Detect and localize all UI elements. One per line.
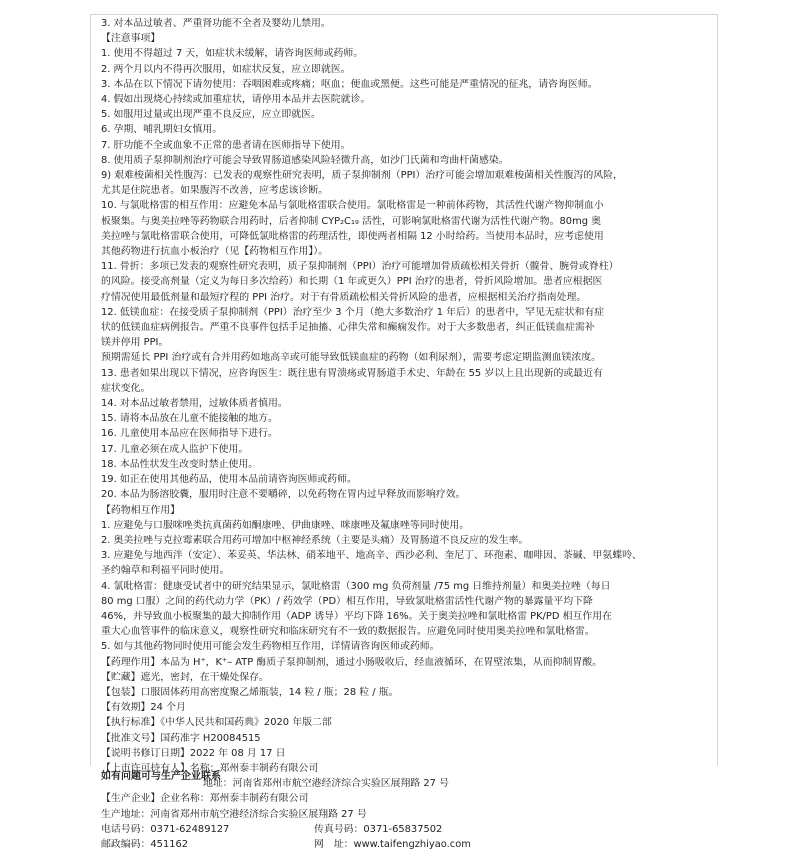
section-precautions-heading: 【注意事项】 [101, 33, 161, 45]
manufacturer: 【生产企业】企业名称：郑州泰丰制药有限公司 [101, 793, 309, 805]
precaution-10: 10. 与氯吡格雷的相互作用：应避免本品与氯吡格雷联合使用。氯吡格雷是一种前体药物，其活性代谢产物抑制血小 [101, 200, 604, 212]
contraindication-3: 3. 对本品过敏者、严重肾功能不全者及婴幼儿禁用。 [101, 18, 331, 29]
precaution-2: 2. 两个月以内不得再次服用，如症状反复，应立即就医。 [101, 63, 351, 75]
revision-date: 【说明书修订日期】2022 年 08 月 17 日 [101, 747, 286, 759]
manufacturer-address: 生产地址：河南省郑州市航空港经济综合实验区展翔路 27 号 [101, 808, 367, 820]
precaution-7: 7. 肝功能不全或血象不正常的患者请在医师指导下使用。 [101, 139, 351, 151]
precaution-12-cont-2: 镁并停用 PPI。 [101, 337, 169, 349]
website: 网 址：www.taifengzhiyao.com [314, 838, 471, 850]
license-holder: 【上市许可持有人】名称：郑州泰丰制药有限公司 [101, 762, 319, 774]
interaction-4-cont-2: 46%，并导致血小板聚集的最大抑制作用（ADP 诱导）平均下降 16%。关于奥美拉唑和氯吡格雷 PK/PD 相互作用在 [101, 610, 612, 622]
precaution-12-cont-1: 状的低镁血症病例报告。严重不良事件包括手足抽搐、心律失常和癫痫发作。对于大多数患者，纠正低镁血症需补 [101, 322, 595, 334]
interaction-4-cont-3: 重大心血管事件的临床意义，观察性研究和临床研究有不一致的数据报告。应避免同时使用奥美拉唑和氯吡格雷。 [101, 626, 595, 638]
interaction-4-cont-1: 80 mg 口服）之间的药代动力学（PK）/ 药效学（PD）相互作用，导致氯吡格雷活性代谢产物的暴露量平均下降 [101, 595, 593, 607]
section-interactions-heading: 【药物相互作用】 [101, 504, 181, 516]
precaution-16: 16. 儿童使用本品应在医师指导下进行。 [101, 428, 278, 440]
precaution-13: 13. 患者如果出现以下情况，应咨询医生：既往患有胃溃疡或胃肠道手术史、年龄在 55 岁以上且出现新的或最近有 [101, 367, 603, 379]
fax-number: 传真号码：0371-65837502 [314, 823, 443, 835]
interaction-1: 1. 应避免与口服咪唑类抗真菌药如酮康唑、伊曲康唑、咪康唑及氟康唑等同时使用。 [101, 519, 470, 531]
precaution-14: 14. 对本品过敏者禁用，过敏体质者慎用。 [101, 398, 288, 410]
precaution-8: 8. 使用质子泵抑制剂治疗可能会导致胃肠道感染风险轻微升高，如沙门氏菌和弯曲杆菌感染。 [101, 154, 509, 166]
precaution-10-cont-3: 其他药物进行抗血小板治疗（见【药物相互作用】）。 [101, 246, 329, 258]
precaution-20: 20. 本品为肠溶胶囊，服用时注意不要嚼碎，以免药物在胃内过早释放而影响疗效。 [101, 489, 466, 501]
precaution-15: 15. 请将本品放在儿童不能接触的地方。 [101, 413, 278, 425]
precaution-13-cont: 症状变化。 [101, 382, 151, 394]
precaution-18: 18. 本品性状发生改变时禁止使用。 [101, 458, 259, 470]
precaution-6: 6. 孕期、哺乳期妇女慎用。 [101, 124, 223, 136]
phone-number: 电话号码：0371-62489127 [101, 823, 230, 835]
footer-contact-note: 如有问题可与生产企业联系 [101, 771, 221, 782]
standard: 【执行标准】《中华人民共和国药典》2020 年版二部 [101, 717, 332, 729]
precaution-11: 11. 骨折：多项已发表的观察性研究表明，质子泵抑制剂（PPI）治疗可能增加骨质疏松相关骨折（髋骨、腕骨或脊柱） [101, 261, 619, 273]
interaction-3-cont: 圣约翰草和利福平同时使用。 [101, 565, 230, 577]
precaution-4: 4. 假如出现烧心持续或加重症状，请停用本品并去医院就诊。 [101, 94, 371, 106]
license-holder-address: 地址：河南省郑州市航空港经济综合实验区展翔路 27 号 [203, 778, 449, 790]
pharmacology: 【药理作用】本品为 H⁺，K⁺– ATP 酶质子泵抑制剂，通过小肠吸收后，经血液循环，在胃壁浓集，从而抑制胃酸。 [101, 656, 603, 668]
precaution-17: 17. 儿童必须在成人监护下使用。 [101, 443, 249, 455]
precaution-1: 1. 使用不得超过 7 天，如症状未缓解，请咨询医师或药师。 [101, 48, 364, 60]
contact-row-1 [101, 822, 711, 837]
packaging: 【包装】口服固体药用高密度聚乙烯瓶装，14 粒 / 瓶；28 粒 / 瓶。 [101, 686, 399, 698]
interaction-5: 5. 如与其他药物同时使用可能会发生药物相互作用，详情请咨询医师或药师。 [101, 641, 440, 653]
precaution-9: 9) 艰难梭菌相关性腹泻：已发表的观察性研究表明，质子泵抑制剂（PPI）治疗可能会增加艰难梭菌相关性腹泻的风险， [101, 170, 623, 182]
shelf-life: 【有效期】24 个月 [101, 702, 186, 714]
precaution-19: 19. 如正在使用其他药品，使用本品前请咨询医师或药师。 [101, 474, 357, 486]
precaution-5: 5. 如服用过量或出现严重不良反应，应立即就医。 [101, 109, 321, 121]
precaution-3: 3. 本品在以下情况下请勿使用：吞咽困难或疼痛；呕血；便血或黑便。这些可能是严重情况的征兆，请咨询医师。 [101, 78, 598, 90]
precaution-12-cont-3: 预期需延长 PPI 治疗或有合并用药如地高辛或可能导致低镁血症的药物（如利尿剂），需要考虑定期监测血镁浓度。 [101, 352, 602, 364]
interaction-3: 3. 应避免与地西泮（安定）、苯妥英、华法林、硝苯地平、地高辛、西沙必利、奎尼丁、环孢素、咖啡因、茶碱、甲氨蝶呤、 [101, 550, 642, 562]
storage: 【贮藏】遮光，密封，在干燥处保存。 [101, 671, 269, 683]
postal-code: 邮政编码：451162 [101, 838, 189, 850]
precaution-12: 12. 低镁血症：在接受质子泵抑制剂（PPI）治疗至少 3 个月（绝大多数治疗 1 年后）的患者中，罕见无症状和有症 [101, 306, 605, 318]
interaction-4: 4. 氯吡格雷：健康受试者中的研究结果显示，氯吡格雷（300 mg 负荷剂量 /75 mg 日维持剂量）和奥美拉唑（每日 [101, 580, 611, 592]
precaution-11-cont-2: 疗情况使用最低剂量和最短疗程的 PPI 治疗。对于有骨质疏松相关骨折风险的患者，应根据相关治疗指南处理。 [101, 291, 587, 303]
precaution-11-cont-1: 的风险。接受高剂量（定义为每日多次给药）和长期（1 年或更久）PPI 治疗的患者，骨折风险增加。患者应根据医 [101, 276, 603, 288]
contact-row-2 [101, 837, 711, 852]
precaution-10-cont-1: 板聚集。与奥美拉唑等药物联合用药时，后者抑制 CYP₂C₁₉ 活性，可影响氯吡格雷代谢为活性代谢产物。80mg 奥 [101, 215, 601, 227]
approval-number: 【批准文号】国药准字 H20084515 [101, 732, 261, 744]
instructions-content [101, 16, 711, 852]
precaution-10-cont-2: 美拉唑与氯吡格雷联合使用，可降低氯吡格雷的药理活性，即使两者相隔 12 小时给药。当使用本品时，应考虑使用 [101, 230, 604, 242]
interaction-2: 2. 奥美拉唑与克拉霉素联合用药可增加中枢神经系统（主要是头痛）及胃肠道不良反应的发生率。 [101, 534, 529, 546]
precaution-9-cont: 尤其是住院患者。如果腹泻不改善，应考虑该诊断。 [101, 185, 329, 197]
